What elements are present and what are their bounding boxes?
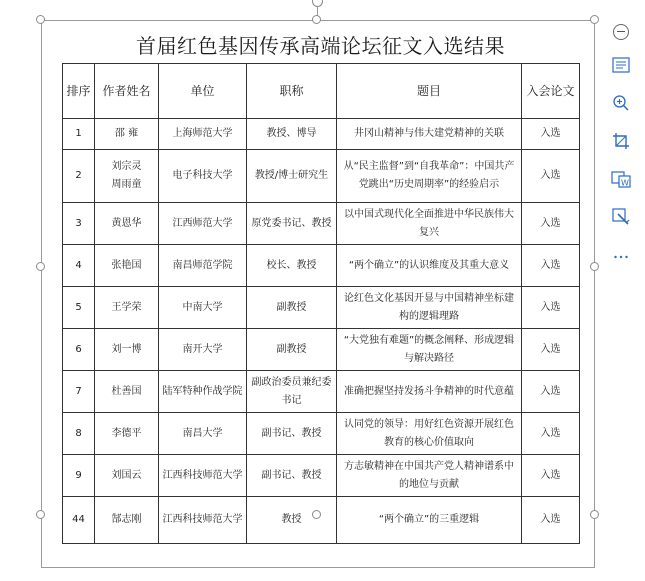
more-icon bbox=[613, 254, 629, 260]
row-author: 刘国云 bbox=[95, 455, 159, 497]
zoom-in-button[interactable] bbox=[608, 90, 634, 116]
layout-options-button[interactable] bbox=[608, 52, 634, 78]
table-row bbox=[63, 203, 580, 245]
image-to-word-icon bbox=[611, 170, 631, 188]
row-rank: 校长、教授 bbox=[247, 245, 337, 287]
row-rank: 副政治委员兼纪委书记 bbox=[247, 371, 337, 413]
crop-button[interactable] bbox=[608, 128, 634, 154]
collapse-icon[interactable] bbox=[613, 24, 629, 40]
table-row bbox=[63, 371, 580, 413]
row-result: 入选 bbox=[522, 150, 580, 203]
row-result: 入选 bbox=[522, 497, 580, 544]
table-row bbox=[63, 150, 580, 203]
image-edit-icon bbox=[612, 208, 630, 226]
document-title: 首届红色基因传承高端论坛征文入选结果 bbox=[136, 34, 505, 58]
row-rank: 教授 bbox=[247, 497, 337, 544]
row-result: 入选 bbox=[522, 203, 580, 245]
crop-icon bbox=[612, 132, 630, 150]
row-author: 刘宗灵 周雨童 bbox=[95, 150, 159, 203]
row-no: 3 bbox=[63, 203, 95, 245]
row-author: 李德平 bbox=[95, 413, 159, 455]
row-organization: 南昌师范学院 bbox=[159, 245, 247, 287]
row-rank: 副书记、教授 bbox=[247, 455, 337, 497]
header-organization: 单位 bbox=[159, 64, 247, 119]
row-author: 郜志刚 bbox=[95, 497, 159, 544]
header-title-rank: 职称 bbox=[247, 64, 337, 119]
row-rank: 教授/博士研究生 bbox=[247, 150, 337, 203]
table-row bbox=[63, 497, 580, 544]
row-no: 2 bbox=[63, 150, 95, 203]
row-paper-title: “两个确立”的认识维度及其重大意义 bbox=[337, 245, 522, 287]
row-author: 黄恩华 bbox=[95, 203, 159, 245]
row-result: 入选 bbox=[522, 245, 580, 287]
resize-handle-top[interactable] bbox=[312, 15, 321, 24]
row-organization: 上海师范大学 bbox=[159, 119, 247, 150]
row-paper-title: 准确把握坚持发扬斗争精神的时代意蕴 bbox=[337, 371, 522, 413]
table-row bbox=[63, 245, 580, 287]
header-result: 入会论文 bbox=[522, 64, 580, 119]
row-no: 7 bbox=[63, 371, 95, 413]
row-result: 入选 bbox=[522, 329, 580, 371]
row-no: 5 bbox=[63, 287, 95, 329]
row-author: 刘一博 bbox=[95, 329, 159, 371]
layout-options-icon bbox=[612, 57, 630, 73]
row-no: 9 bbox=[63, 455, 95, 497]
image-edit-button[interactable] bbox=[608, 204, 634, 230]
row-result: 入选 bbox=[522, 413, 580, 455]
row-result: 入选 bbox=[522, 287, 580, 329]
row-organization: 南昌大学 bbox=[159, 413, 247, 455]
table-row bbox=[63, 287, 580, 329]
row-no: 8 bbox=[63, 413, 95, 455]
row-rank: 原党委书记、教授 bbox=[247, 203, 337, 245]
row-organization: 江西科技师范大学 bbox=[159, 455, 247, 497]
resize-handle-top-left[interactable] bbox=[36, 15, 45, 24]
header-order: 排序 bbox=[63, 64, 95, 119]
resize-handle-bottom-left[interactable] bbox=[36, 510, 45, 519]
row-author: 王学荣 bbox=[95, 287, 159, 329]
row-paper-title: 井冈山精神与伟大建党精神的关联 bbox=[337, 119, 522, 150]
resize-handle-left[interactable] bbox=[36, 262, 45, 271]
row-organization: 江西科技师范大学 bbox=[159, 497, 247, 544]
row-paper-title: “大党独有难题”的概念阐释、形成逻辑与解决路径 bbox=[337, 329, 522, 371]
results-table bbox=[62, 63, 580, 544]
resize-handle-top-right[interactable] bbox=[590, 15, 599, 24]
rotate-handle[interactable] bbox=[312, 0, 323, 7]
header-paper-title: 题目 bbox=[337, 64, 522, 119]
row-author: 邵 雍 bbox=[95, 119, 159, 150]
table-row bbox=[63, 413, 580, 455]
table-row bbox=[63, 329, 580, 371]
row-organization: 中南大学 bbox=[159, 287, 247, 329]
row-result: 入选 bbox=[522, 371, 580, 413]
row-result: 入选 bbox=[522, 455, 580, 497]
row-organization: 江西师范大学 bbox=[159, 203, 247, 245]
row-organization: 陆军特种作战学院 bbox=[159, 371, 247, 413]
row-rank: 副书记、教授 bbox=[247, 413, 337, 455]
row-paper-title: 认同党的领导：用好红色资源开展红色教育的核心价值取向 bbox=[337, 413, 522, 455]
image-to-word-button[interactable] bbox=[608, 166, 634, 192]
more-options-button[interactable] bbox=[608, 244, 634, 270]
row-paper-title: 论红色文化基因开显与中国精神坐标建构的逻辑理路 bbox=[337, 287, 522, 329]
row-paper-title: 从“民主监督”到“自我革命”：中国共产党跳出“历史周期率”的经验启示 bbox=[337, 150, 522, 203]
row-no: 6 bbox=[63, 329, 95, 371]
table-row bbox=[63, 455, 580, 497]
resize-handle-right[interactable] bbox=[590, 262, 599, 271]
resize-handle-bottom-right[interactable] bbox=[590, 510, 599, 519]
row-author: 张艳国 bbox=[95, 245, 159, 287]
zoom-in-icon bbox=[612, 94, 630, 112]
row-no: 44 bbox=[63, 497, 95, 544]
row-paper-title: “两个确立”的三重逻辑 bbox=[337, 497, 522, 544]
header-author: 作者姓名 bbox=[95, 64, 159, 119]
row-no: 4 bbox=[63, 245, 95, 287]
table-row bbox=[63, 119, 580, 150]
row-rank: 副教授 bbox=[247, 287, 337, 329]
row-author: 杜善国 bbox=[95, 371, 159, 413]
svg-text:W: W bbox=[621, 178, 629, 188]
row-paper-title: 以中国式现代化全面推进中华民族伟大复兴 bbox=[337, 203, 522, 245]
row-no: 1 bbox=[63, 119, 95, 150]
row-organization: 电子科技大学 bbox=[159, 150, 247, 203]
table-header-row bbox=[63, 64, 580, 119]
row-organization: 南开大学 bbox=[159, 329, 247, 371]
row-rank: 副教授 bbox=[247, 329, 337, 371]
row-rank: 教授、博导 bbox=[247, 119, 337, 150]
row-result: 入选 bbox=[522, 119, 580, 150]
row-paper-title: 方志敏精神在中国共产党人精神谱系中的地位与贡献 bbox=[337, 455, 522, 497]
